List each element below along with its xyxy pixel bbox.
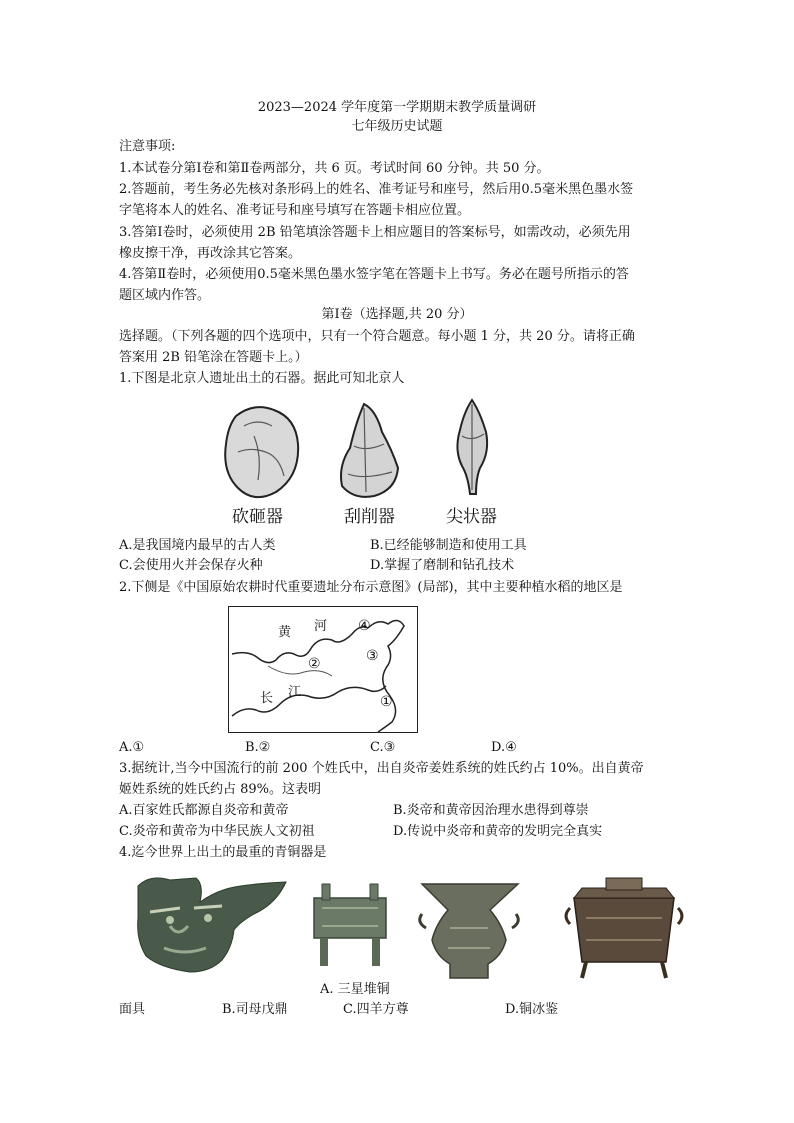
map-label-huang: 黄	[278, 625, 292, 640]
exam-subtitle: 七年级历史试题	[351, 119, 443, 134]
q4-option-a-part2: 面具	[119, 1002, 146, 1017]
section-instructions: 选择题。（下列各题的四个选项中，只有一个符合题意。每小题 1 分，共 20 分。请将正确	[119, 329, 635, 344]
question-3-stem: 姬姓系统的姓氏约占 89%。这表明	[119, 782, 322, 797]
question-3-stem: 3.据统计,当今中国流行的前 200 个姓氏中，出自炎帝姜姓系统的姓氏约占 10%。出自黄帝	[119, 761, 644, 776]
q3-option-b: B.炎帝和黄帝因治理水患得到尊崇	[393, 803, 589, 818]
q4-option-a-part1: A. 三星堆铜	[320, 982, 390, 997]
q1-option-b: B.已经能够制造和使用工具	[370, 538, 527, 553]
q4-option-d: D.铜冰鉴	[505, 1002, 559, 1017]
question-1-stem: 1.下图是北京人遗址出土的石器。据此可知北京人	[119, 371, 405, 386]
section-title: 第Ⅰ卷（选择题,共 20 分）	[321, 307, 473, 322]
map-figure	[228, 606, 418, 733]
section-instructions: 答案用 2B 铅笔涂在答题卡上。）	[119, 350, 308, 365]
question-2-stem: 2.下侧是《中国原始农耕时代重要遗址分布示意图》(局部)，其中主要种植水稻的地区是	[119, 580, 623, 595]
q4-option-b: B.司母戊鼎	[222, 1002, 288, 1017]
map-label-chang: 长	[260, 691, 274, 706]
q3-option-d: D.传说中炎帝和黄帝的发明完全真实	[393, 824, 603, 839]
q3-option-c: C.炎帝和黄帝为中华民族人文初祖	[119, 824, 315, 839]
question-4-stem: 4.迄今世界上出土的最重的青铜器是	[119, 845, 327, 860]
map-label-he: 河	[314, 619, 328, 634]
q2-option-d: D.④	[491, 740, 517, 755]
q1-option-a: A.是我国境内最早的古人类	[119, 538, 276, 553]
figure-label: 尖状器	[446, 507, 497, 527]
q1-option-d: D.掌握了磨制和钻孔技术	[370, 558, 515, 573]
q3-option-a: A.百家姓氏都源自炎帝和黄帝	[119, 803, 289, 818]
scraper-tool-image	[341, 404, 398, 497]
q2-option-b: B.②	[245, 740, 271, 755]
map-marker-1: ①	[380, 694, 393, 710]
notice-line: 橡皮擦干净，再改涂其它答案。	[119, 246, 302, 261]
exam-title: 2023—2024 学年度第一学期期末教学质量调研	[257, 100, 537, 115]
figure-label: 刮削器	[344, 507, 395, 527]
four-goat-zun-image	[420, 884, 519, 978]
simuwu-ding-image	[314, 884, 386, 966]
bronze-ice-jian-image	[566, 878, 682, 978]
q1-option-c: C.会使用火并会保存火种	[119, 558, 263, 573]
notice-line: 1.本试卷分第Ⅰ卷和第Ⅱ卷两部分，共 6 页。考试时间 60 分钟。共 50 分。	[119, 161, 550, 176]
bronze-figures	[130, 868, 700, 986]
notice-line: 题区域内作答。	[119, 288, 211, 303]
map-marker-4: ④	[358, 618, 371, 634]
bronze-mask-image	[138, 878, 286, 972]
notice-heading: 注意事项:	[119, 139, 176, 154]
q2-option-a: A.①	[119, 740, 145, 755]
map-marker-3: ③	[366, 648, 379, 664]
q2-option-c: C.③	[370, 740, 396, 755]
chopper-tool-image	[225, 407, 298, 497]
map-marker-2: ②	[308, 656, 321, 672]
notice-line: 2.答题前，考生务必先核对条形码上的姓名、准考证号和座号，然后用0.5毫米黑色墨水签	[119, 182, 634, 197]
notice-line: 字笔将本人的姓名、准考证号和座号填写在答题卡相应位置。	[119, 203, 471, 218]
figure-label: 砍砸器	[232, 507, 283, 527]
notice-line: 3.答第Ⅰ卷时，必须使用 2B 铅笔填涂答题卡上相应题目的答案标号，如需改动，必须先用	[119, 225, 631, 240]
stone-tools-figure	[214, 396, 522, 532]
map-label-jiang: 江	[288, 685, 302, 700]
q4-option-c: C.四羊方尊	[343, 1002, 409, 1017]
notice-line: 4.答第Ⅱ卷时，必须使用0.5毫米黑色墨水签字笔在答题卡上书写。务必在题号所指示的答	[119, 267, 629, 282]
